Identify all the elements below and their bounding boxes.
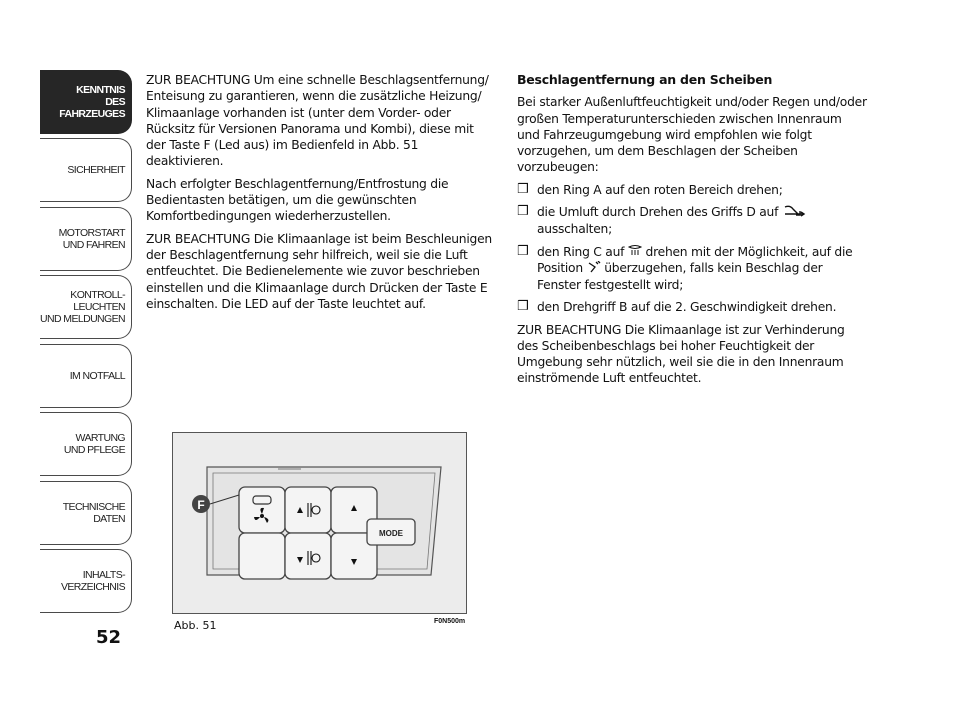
outside-air-icon — [782, 204, 808, 221]
figure-caption: Abb. 51 — [174, 619, 217, 632]
checkbox-bullet-icon: ❒ — [517, 204, 529, 220]
list-item: ❒ die Umluft durch Drehen des Griffs D auf ausschalten; — [517, 204, 867, 238]
paragraph: ZUR BEACHTUNG Die Klimaanlage ist beim Beschleunigen der Beschlagentfernung sehr hilfreich, weil sie die Luft entfeuchtet. Die Bedienelemente wie zuvor beschrieben einstellen und die Klimaanlage durch Drücken der Taste E einschalten. Die LED auf der Taste leuchtet auf. — [146, 231, 492, 311]
paragraph: Bei starker Außenluftfeuchtigkeit und/oder Regen und/oder großen Temperaturunterschieden zwischen Innenraum und Fahrzeugumgebung wird empfohlen wie folgt vorzugehen, um dem Beschlagen der Scheiben vorzubeugen: — [517, 95, 867, 175]
tab-sicherheit[interactable]: SICHERHEIT — [40, 138, 132, 202]
tab-kenntnis[interactable]: KENNTNIS DES FAHRZEUGES — [40, 70, 132, 134]
list-item: ❒ den Drehgriff B auf die 2. Geschwindigkeit drehen. — [517, 299, 837, 315]
feet-windscreen-icon — [587, 261, 601, 277]
section-heading: Beschlagentfernung an den Scheiben — [517, 72, 773, 87]
checkbox-bullet-icon: ❒ — [517, 243, 529, 259]
blank-button[interactable] — [239, 533, 285, 579]
tab-technische-daten[interactable]: TECHNISCHE DATEN — [40, 481, 132, 545]
windscreen-defrost-icon — [628, 244, 642, 260]
list-item: ❒ den Ring C auf drehen mit der Möglichkeit, auf die Position überzugehen, falls kein Beschlag der Fenster festgestellt wird; — [517, 243, 853, 292]
paragraph: Nach erfolgter Beschlagentfernung/Entfrostung die Bedientasten betätigen, um die gewünschten Komfortbedingungen wiederherzustellen. — [146, 176, 449, 224]
figure-code: F0N500m — [434, 618, 466, 625]
checkbox-bullet-icon: ❒ — [517, 181, 529, 197]
tab-motorstart[interactable]: MOTORSTART UND FAHREN — [40, 207, 132, 271]
tab-im-notfall[interactable]: IM NOTFALL — [40, 344, 132, 408]
tab-wartung[interactable]: WARTUNG UND PFLEGE — [40, 412, 132, 476]
control-panel-illustration — [173, 433, 466, 613]
callout-f-label: F — [197, 498, 205, 512]
left-text-column — [146, 72, 496, 318]
right-text-column — [517, 72, 867, 393]
page-number: 52 — [96, 627, 122, 648]
tab-inhaltsverzeichnis[interactable]: INHALTS- VERZEICHNIS — [40, 549, 132, 613]
paragraph: ZUR BEACHTUNG Um eine schnelle Beschlagsentfernung/ Enteisung zu garantieren, wenn die zusätzliche Heizung/ Klimaanlage vorhanden ist (unter dem Vorder- oder Rücksitz für Versionen Panorama und Kombi), diese mit der Taste F (Led aus) im Bedienfeld in Abb. 51 deaktivieren. — [146, 73, 489, 169]
paragraph: ZUR BEACHTUNG Die Klimaanlage ist zur Verhinderung des Scheibenbeschlags bei hoher Feuchtigkeit der Umgebung sehr nützlich, weil sie die in den Innenraum einströmende Luft entfeuchtet. — [517, 322, 845, 386]
control-panel-figure — [172, 432, 467, 614]
tab-kontrollleuchten[interactable]: KONTROLL- LEUCHTEN UND MELDUNGEN — [40, 275, 132, 339]
checkbox-bullet-icon: ❒ — [517, 299, 529, 315]
mode-label: MODE — [379, 529, 403, 538]
list-item: ❒ den Ring A auf den roten Bereich drehen; — [517, 181, 783, 197]
